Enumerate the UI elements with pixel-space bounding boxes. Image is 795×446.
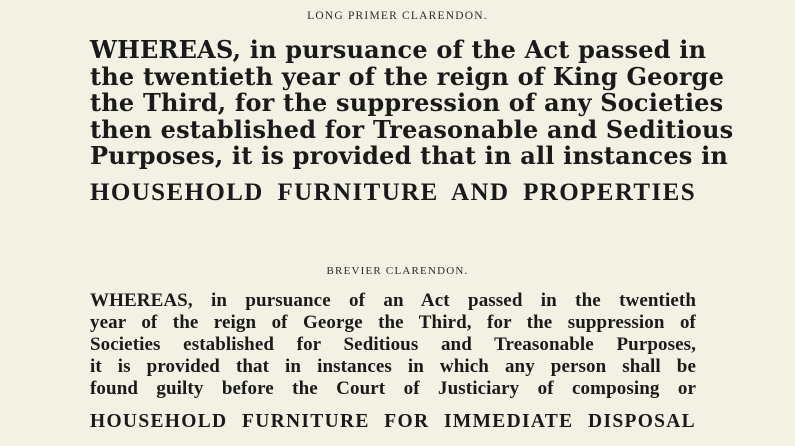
specimen-line: WHEREAS, in pursuance of an Act passed in the twentieth [90,290,696,311]
specimen-line: Purposes, it is provided that in all instances in [90,141,729,170]
specimen-closing-line: HOUSEHOLD FURNITURE AND PROPERTIES [90,178,696,206]
specimen-line: year of the reign of George the Third, for the suppression of [90,312,696,333]
specimen-block-long-primer [90,35,734,206]
specimen-line: the Third, for the suppression of any Societies [90,88,724,117]
section-caption-brevier: BREVIER CLARENDON. [326,265,469,277]
specimen-block-brevier [90,290,696,433]
specimen-line: it is provided that in instances in which any person shall be [90,356,696,377]
section-caption-long-primer: LONG PRIMER CLARENDON. [307,10,488,22]
specimen-line: the twentieth year of the reign of King George [90,61,725,91]
specimen-line: Societies established for Seditious and Treasonable Purposes, [90,334,696,355]
specimen-closing-line: HOUSEHOLD FURNITURE FOR IMMEDIATE DISPOSAL [90,411,696,432]
specimen-line: found guilty before the Court of Justiciary of composing or [90,378,696,399]
specimen-line: WHEREAS, in pursuance of the Act passed in [90,35,707,64]
specimen-line: then established for Treasonable and Seditious [90,114,734,144]
